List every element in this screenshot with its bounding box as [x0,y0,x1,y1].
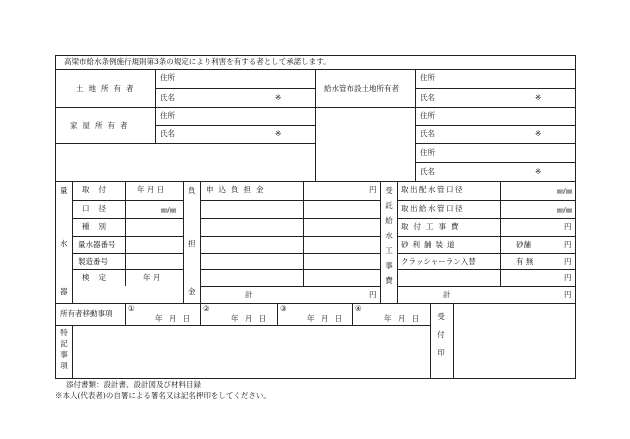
work-presence: 有 無 [516,257,534,266]
meter-row-serial: 製造番号 [78,257,108,266]
meter-row-bore: 口径 [82,204,115,213]
transfer-mark-3: ③ [280,304,287,313]
extra-owner-2-address-label: 住所 [420,148,435,157]
burden-side-label-3: 金 [188,287,196,296]
house-owner-address-label: 住所 [160,111,175,120]
meter-install-date: 年 月 日 [137,185,165,194]
meter-inspection-date: 年 月 [143,273,161,282]
extra-owner-2-seal-mark: ※ [535,167,542,176]
meter-row-inspection: 検定 [82,273,115,282]
work-service-pipe-unit: ㎜/㎜ [557,206,573,214]
work-crusher-yen: 円 [564,257,572,266]
meter-row-type: 種別 [82,222,115,231]
transfer-mark-1: ① [128,304,135,313]
transfer-label: 所有者移動事項 [60,309,113,318]
burden-total-yen: 円 [369,290,377,299]
house-owner-label: 家屋所有者 [70,121,133,130]
pipe-owner-address-label: 住所 [420,73,435,82]
transfer-date-4: 年 月 日 [384,314,422,323]
work-total-label: 計 [443,290,451,299]
work-row-crusher: クラッシャーラン入替 [401,257,476,266]
special-notes-label: 特 記 事 項 [60,328,68,370]
house-owner-name-label: 氏名 [160,129,175,138]
burden-side-label-1: 負 [188,186,196,195]
work-gravel-yen: 円 [564,240,572,249]
transfer-date-1: 年 月 日 [155,314,193,323]
work-blank-yen: 円 [564,273,572,282]
pipe-owner-seal-mark: ※ [535,93,542,102]
meter-side-label-1: 量 [60,186,68,195]
land-owner-address-label: 住所 [160,73,175,82]
extra-owner-1-address-label: 住所 [420,111,435,120]
signature-note: ※本人(代表者)の自署による署名又は記名押印をしてください。 [55,391,271,400]
transfer-mark-4: ④ [355,304,362,313]
work-row-service-pipe: 取出給水管口径 [401,204,464,213]
work-row-install-cost: 取付工事費 [401,222,464,231]
work-row-gravel: 砂利舗装道 [401,240,459,249]
extra-owner-1-seal-mark: ※ [535,129,542,138]
transfer-mark-2: ② [203,304,210,313]
burden-yen-1: 円 [369,185,377,194]
transfer-date-2: 年 月 日 [231,314,269,323]
work-row-main-pipe: 取出配水管口径 [401,185,464,194]
meter-row-install: 取付 [82,185,115,194]
transfer-date-3: 年 月 日 [307,314,345,323]
work-sand-paving: 砂舗 [516,240,531,249]
consent-header: 高梁市給水条例施行規則第3条の規定により利害を有する者として承諾します。 [64,57,331,66]
meter-side-label-2: 水 [60,239,68,248]
pipe-owner-label: 給水管布設土地所有者 [324,84,399,93]
work-install-yen: 円 [564,222,572,231]
attachments-note: 添付書類：設計書、設計図及び材料目録 [66,380,201,389]
pipe-owner-name-label: 氏名 [420,93,435,102]
meter-bore-unit: ㎜/㎜ [161,206,177,214]
burden-total-label: 計 [245,290,253,299]
house-owner-seal-mark: ※ [275,129,282,138]
land-owner-seal-mark: ※ [275,93,282,102]
application-fee-label: 申込負担金 [206,185,269,194]
work-main-pipe-unit: ㎜/㎜ [557,187,573,195]
extra-owner-1-name-label: 氏名 [420,129,435,138]
work-side-label: 受 託 給 水 工 事 費 [385,186,393,285]
meter-side-label-3: 器 [60,287,68,296]
extra-owner-2-name-label: 氏名 [420,167,435,176]
burden-side-label-2: 担 [188,239,196,248]
land-owner-name-label: 氏名 [160,93,175,102]
received-stamp-label: 受 付 印 [437,312,445,357]
work-total-yen: 円 [564,290,572,299]
meter-row-number: 量水器番号 [78,240,116,249]
land-owner-label: 土地所有者 [76,84,139,93]
